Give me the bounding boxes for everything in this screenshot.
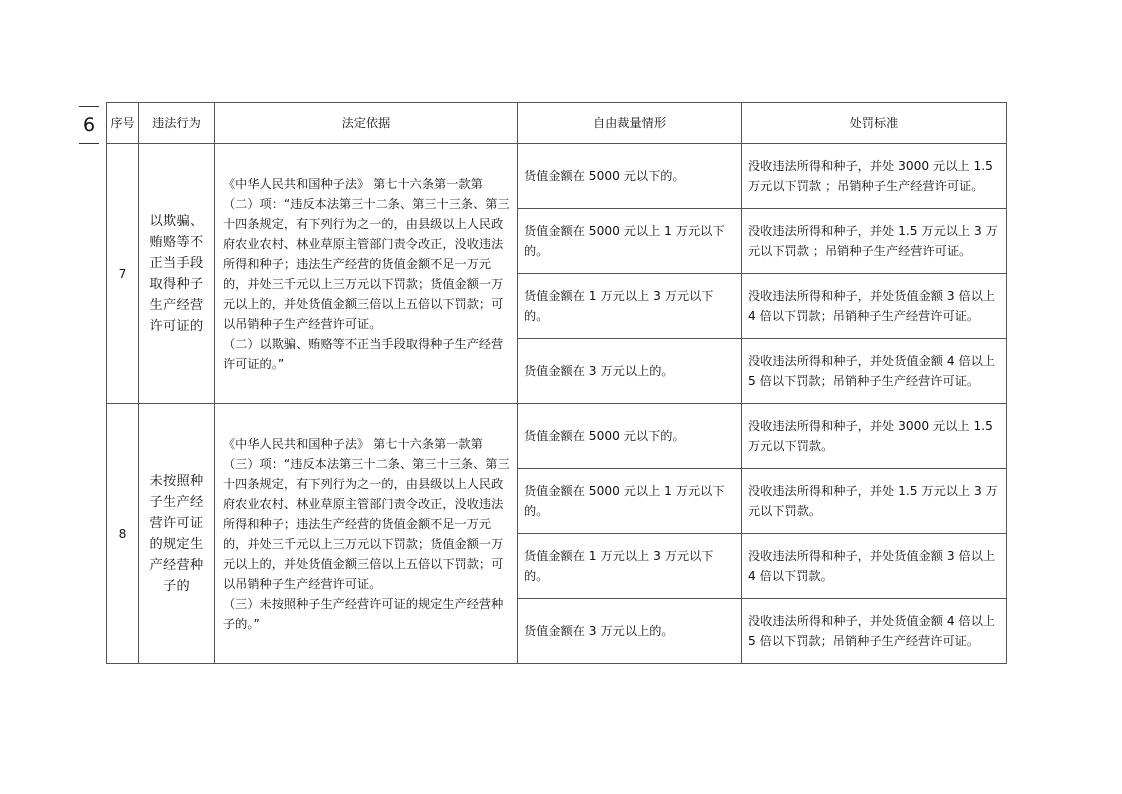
header-seq: 序号 xyxy=(107,103,139,144)
row-legal-basis xyxy=(215,144,518,404)
header-penalty-standard: 处罚标准 xyxy=(742,103,1007,144)
legal-basis-item: （二）以欺骗、贿赂等不正当手段取得种子生产经营许可证的。” xyxy=(223,336,504,371)
penalty-standards-table xyxy=(106,102,1007,664)
table-row xyxy=(107,404,1007,469)
penalty-standard: 没收违法所得和种子，并处货值金额 3 倍以上 4 倍以下罚款；吊销种子生产经营许可证。 xyxy=(742,274,1007,339)
page-number-rule-bottom xyxy=(79,143,99,144)
discretion-case: 货值金额在 1 万元以上 3 万元以下的。 xyxy=(518,274,742,339)
page-number-marker xyxy=(78,106,100,144)
legal-basis-text: 《中华人民共和国种子法》 第七十六条第一款第（二）项：“违反本法第三十二条、第三十三条、第三十四条规定，有下列行为之一的，由县级以上人民政府农业农村、林业草原主管部门责令改正，没收违法所得和种子；违法生产经营的货值金额不足一万元的，并处三千元以上三万元以下罚款；货值金额一万元以上的，并处货值金额三倍以上五倍以下罚款；可以吊销种子生产经营许可证。 xyxy=(223,176,510,331)
row-seq: 8 xyxy=(107,404,139,664)
discretion-case: 货值金额在 5000 元以上 1 万元以下的。 xyxy=(518,209,742,274)
discretion-case: 货值金额在 5000 元以上 1 万元以下的。 xyxy=(518,469,742,534)
discretion-case: 货值金额在 5000 元以下的。 xyxy=(518,144,742,209)
penalty-standard: 没收违法所得和种子，并处 3000 元以上 1.5 万元以下罚款。 xyxy=(742,404,1007,469)
row-legal-basis xyxy=(215,404,518,664)
penalty-standard: 没收违法所得和种子，并处货值金额 3 倍以上 4 倍以下罚款。 xyxy=(742,534,1007,599)
header-violation: 违法行为 xyxy=(139,103,215,144)
header-legal-basis: 法定依据 xyxy=(215,103,518,144)
penalty-standard: 没收违法所得和种子，并处货值金额 4 倍以上 5 倍以下罚款；吊销种子生产经营许可证。 xyxy=(742,339,1007,404)
page-number: 6 xyxy=(82,114,96,136)
row-violation: 未按照种子生产经营许可证的规定生产经营种子的 xyxy=(139,404,215,664)
row-violation: 以欺骗、贿赂等不正当手段取得种子生产经营许可证的 xyxy=(139,144,215,404)
header-discretion-case: 自由裁量情形 xyxy=(518,103,742,144)
discretion-case: 货值金额在 3 万元以上的。 xyxy=(518,599,742,664)
penalty-standard: 没收违法所得和种子，并处货值金额 4 倍以上 5 倍以下罚款；吊销种子生产经营许可证。 xyxy=(742,599,1007,664)
table-header-row xyxy=(107,103,1007,144)
legal-basis-item: （三）未按照种子生产经营许可证的规定生产经营种子的。” xyxy=(223,596,504,631)
discretion-case: 货值金额在 1 万元以上 3 万元以下的。 xyxy=(518,534,742,599)
discretion-case: 货值金额在 3 万元以上的。 xyxy=(518,339,742,404)
legal-basis-text: 《中华人民共和国种子法》 第七十六条第一款第（三）项：“违反本法第三十二条、第三十三条、第三十四条规定，有下列行为之一的，由县级以上人民政府农业农村、林业草原主管部门责令改正，没收违法所得和种子；违法生产经营的货值金额不足一万元的，并处三千元以上三万元以下罚款；货值金额一万元以上的，并处货值金额三倍以上五倍以下罚款；可以吊销种子生产经营许可证。 xyxy=(223,436,510,591)
penalty-standard: 没收违法所得和种子，并处 1.5 万元以上 3 万元以下罚款 ；吊销种子生产经营许可证。 xyxy=(742,209,1007,274)
penalty-standard: 没收违法所得和种子，并处 1.5 万元以上 3 万元以下罚款。 xyxy=(742,469,1007,534)
penalty-standard: 没收违法所得和种子，并处 3000 元以上 1.5 万元以下罚款 ；吊销种子生产经营许可证。 xyxy=(742,144,1007,209)
row-seq: 7 xyxy=(107,144,139,404)
table-row xyxy=(107,144,1007,209)
discretion-case: 货值金额在 5000 元以下的。 xyxy=(518,404,742,469)
